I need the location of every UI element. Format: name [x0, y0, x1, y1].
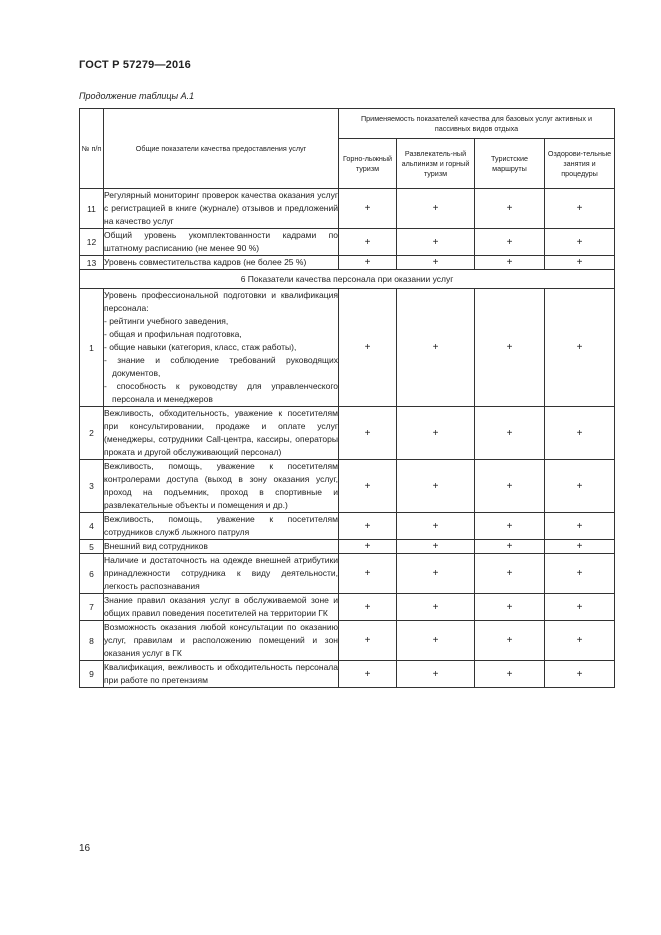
row-description: Возможность оказания любой консультации по оказанию услуг, правилам и расположению помещений и зон оказания услуг в ГК: [104, 621, 339, 661]
applicability-mark: +: [397, 229, 475, 256]
applicability-mark: +: [545, 289, 615, 407]
row-number: 1: [80, 289, 104, 407]
applicability-mark: +: [545, 621, 615, 661]
applicability-mark: +: [475, 229, 545, 256]
row-description: Квалификация, вежливость и обходительность персонала при работе по претензиям: [104, 661, 339, 688]
description-item: - рейтинги учебного заведения,: [104, 316, 229, 326]
applicability-mark: +: [397, 621, 475, 661]
row-number: 12: [80, 229, 104, 256]
header-wellness: Оздорови-тельные занятия и процедуры: [545, 139, 615, 189]
table-row: [80, 594, 615, 621]
description-item: - способность к руководству для управленческого персонала и менеджеров: [104, 381, 338, 404]
description-item: - общие навыки (категория, класс, стаж работы),: [104, 342, 297, 352]
applicability-mark: +: [545, 407, 615, 460]
table-row: [80, 229, 615, 256]
applicability-mark: +: [475, 661, 545, 688]
table-row: [80, 460, 615, 513]
row-description: Знание правил оказания услуг в обслуживаемой зоне и общих правил поведения посетителей на территории ГК: [104, 594, 339, 621]
table-row: [80, 189, 615, 229]
applicability-mark: +: [545, 229, 615, 256]
row-description: Внешний вид сотрудников: [104, 540, 339, 554]
row-number: 13: [80, 256, 104, 270]
applicability-mark: +: [339, 289, 397, 407]
header-ski-tourism: Горно-лыжный туризм: [339, 139, 397, 189]
row-description: Вежливость, обходительность, уважение к посетителям при консультировании, продаже и оплате услуг (менеджеры, сотрудники Call-центра, кассиры, операторы проката и другой обслуживающий персонал): [104, 407, 339, 460]
applicability-mark: +: [475, 460, 545, 513]
applicability-mark: +: [339, 621, 397, 661]
applicability-mark: +: [545, 540, 615, 554]
header-mountaineering: Развлекатель-ный альпинизм и горный туризм: [397, 139, 475, 189]
document-code: ГОСТ Р 57279—2016: [79, 59, 191, 71]
applicability-mark: +: [339, 513, 397, 540]
row-number: 5: [80, 540, 104, 554]
row-description: Вежливость, помощь, уважение к посетителям сотрудников служб лыжного патруля: [104, 513, 339, 540]
row-number: 11: [80, 189, 104, 229]
section-heading: 6 Показатели качества персонала при оказании услуг: [80, 270, 615, 289]
row-description: Уровень совместительства кадров (не более 25 %): [104, 256, 339, 270]
applicability-mark: +: [545, 594, 615, 621]
applicability-mark: +: [397, 540, 475, 554]
row-description: Общий уровень укомплектованности кадрами по штатному расписанию (не менее 90 %): [104, 229, 339, 256]
table-row: [80, 289, 615, 407]
applicability-mark: +: [545, 189, 615, 229]
table-row: [80, 407, 615, 460]
applicability-mark: +: [545, 661, 615, 688]
applicability-mark: +: [475, 554, 545, 594]
applicability-mark: +: [475, 189, 545, 229]
description-lead: Уровень профессиональной подготовки и квалификация персонала:: [104, 290, 338, 313]
applicability-mark: +: [397, 460, 475, 513]
applicability-mark: +: [475, 594, 545, 621]
row-number: 4: [80, 513, 104, 540]
row-number: 8: [80, 621, 104, 661]
applicability-mark: +: [339, 594, 397, 621]
applicability-mark: +: [339, 229, 397, 256]
applicability-mark: +: [475, 513, 545, 540]
header-number: № п/п: [80, 109, 104, 189]
header-tourist-routes: Туристские маршруты: [475, 139, 545, 189]
table-row: [80, 256, 615, 270]
table-row: [80, 621, 615, 661]
table-row: [80, 554, 615, 594]
applicability-mark: +: [475, 256, 545, 270]
applicability-mark: +: [475, 621, 545, 661]
table-row: [80, 513, 615, 540]
quality-indicators-table: [79, 108, 615, 688]
applicability-mark: +: [339, 661, 397, 688]
row-description: Регулярный мониторинг проверок качества оказания услуг с регистрацией в книге (журнале) отзывов и предложений на качество услуг: [104, 189, 339, 229]
applicability-mark: +: [339, 540, 397, 554]
applicability-mark: +: [397, 594, 475, 621]
row-description: Наличие и достаточность на одежде внешней атрибутики принадлежности сотрудника к виду деятельности, легкость распознавания: [104, 554, 339, 594]
row-number: 2: [80, 407, 104, 460]
row-number: 7: [80, 594, 104, 621]
applicability-mark: +: [545, 256, 615, 270]
row-description: [104, 289, 339, 407]
applicability-mark: +: [475, 407, 545, 460]
description-item: - общая и профильная подготовка,: [104, 329, 242, 339]
applicability-mark: +: [545, 554, 615, 594]
table-caption: Продолжение таблицы А.1: [79, 91, 195, 101]
applicability-mark: +: [397, 513, 475, 540]
header-applicability: Применяемость показателей качества для базовых услуг активных и пассивных видов отдыха: [339, 109, 615, 139]
table-row: [80, 661, 615, 688]
applicability-mark: +: [339, 460, 397, 513]
applicability-mark: +: [397, 554, 475, 594]
applicability-mark: +: [545, 513, 615, 540]
applicability-mark: +: [339, 256, 397, 270]
section-row: [80, 270, 615, 289]
row-number: 3: [80, 460, 104, 513]
header-general-indicators: Общие показатели качества предоставления услуг: [104, 109, 339, 189]
applicability-mark: +: [339, 554, 397, 594]
row-number: 6: [80, 554, 104, 594]
applicability-mark: +: [397, 256, 475, 270]
applicability-mark: +: [339, 189, 397, 229]
applicability-mark: +: [397, 189, 475, 229]
row-description: Вежливость, помощь, уважение к посетителям контролерами доступа (выход в зону оказания услуг, проход на подъемник, проход в спортивные и развлекательные объекты и помещения и др.): [104, 460, 339, 513]
applicability-mark: +: [397, 407, 475, 460]
applicability-mark: +: [397, 289, 475, 407]
table-row: [80, 540, 615, 554]
page-number: 16: [79, 843, 91, 854]
applicability-mark: +: [339, 407, 397, 460]
applicability-mark: +: [545, 460, 615, 513]
applicability-mark: +: [475, 540, 545, 554]
applicability-mark: +: [397, 661, 475, 688]
description-item: - знание и соблюдение требований руководящих документов,: [104, 355, 338, 378]
applicability-mark: +: [475, 289, 545, 407]
row-number: 9: [80, 661, 104, 688]
